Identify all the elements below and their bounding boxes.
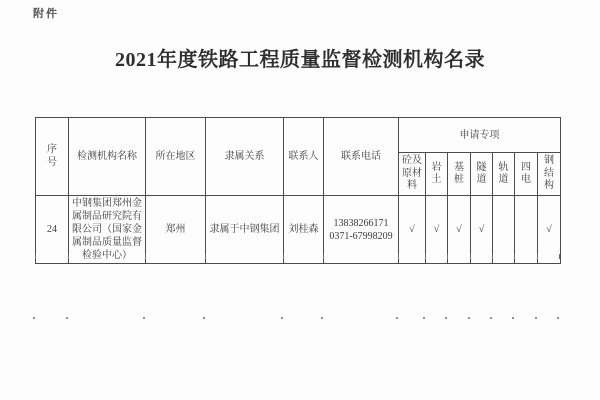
header-contact: 联系人 <box>284 118 324 196</box>
header-index-label: 序号 <box>47 144 57 168</box>
header-specialty-four-electrics <box>515 153 538 196</box>
table-row <box>36 196 561 264</box>
cell-index: 24 <box>36 196 69 264</box>
cell-institution-name: 中钢集团郑州金属制品研究院有限公司（国家金属制品质量监督检验中心） <box>69 196 146 264</box>
header-index <box>36 118 69 196</box>
attachment-label: 附件 <box>33 8 59 20</box>
header-row-top <box>36 118 561 153</box>
cell-check-four-electrics <box>515 196 538 264</box>
header-specialty-track <box>493 153 515 196</box>
header-specialty-tunnel-label: 隧道 <box>476 161 487 185</box>
page-title: 2021年度铁路工程质量监督检测机构名录 <box>115 49 485 71</box>
cell-region: 郑州 <box>146 196 206 264</box>
cell-check-tunnel: √ <box>471 196 493 264</box>
header-specialty-group: 申请专项 <box>399 118 561 153</box>
header-specialty-concrete <box>399 153 426 196</box>
header-specialty-concrete-label: 砼及原材料 <box>402 155 422 192</box>
header-specialty-pile-label: 基桩 <box>454 161 464 185</box>
institution-roster-table <box>35 117 561 264</box>
cell-check-steel: √ <box>538 196 561 264</box>
cell-contact: 刘桂森 <box>284 196 324 264</box>
phone-line-2: 0371-67998209 <box>329 230 393 242</box>
header-specialty-steel-label: 钢结构 <box>544 155 555 192</box>
header-affiliation: 隶属关系 <box>206 118 284 196</box>
cell-check-geotech: √ <box>426 196 448 264</box>
phone-line-1: 13838266171 <box>333 217 389 229</box>
cell-check-pile: √ <box>448 196 471 264</box>
header-phone: 联系电话 <box>324 118 399 196</box>
cell-phone <box>324 196 399 264</box>
header-region: 所在地区 <box>146 118 206 196</box>
header-specialty-four-electrics-label: 四电 <box>521 161 531 185</box>
header-specialty-geotech <box>426 153 448 196</box>
header-name: 检测机构名称 <box>69 118 146 196</box>
header-specialty-tunnel <box>471 153 493 196</box>
header-specialty-pile <box>448 153 471 196</box>
header-specialty-steel <box>538 153 561 196</box>
header-specialty-track-label: 轨道 <box>498 161 509 185</box>
cell-check-track <box>493 196 515 264</box>
cell-affiliation: 隶属于中钢集团 <box>206 196 284 264</box>
cell-check-concrete: √ <box>399 196 426 264</box>
header-specialty-geotech-label: 岩土 <box>431 161 442 185</box>
